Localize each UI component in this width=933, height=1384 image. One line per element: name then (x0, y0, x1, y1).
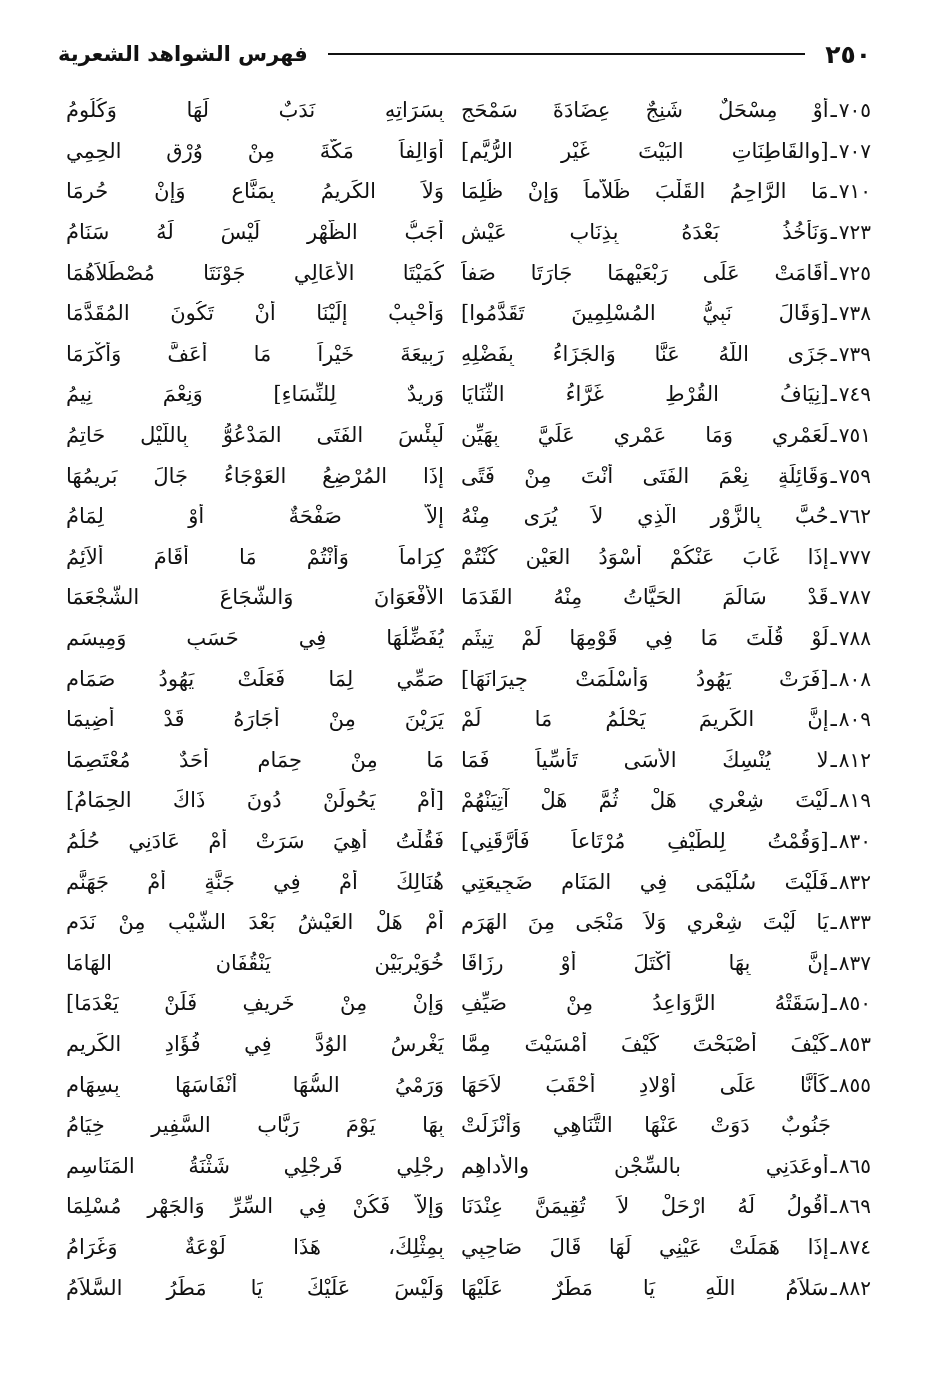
page-number: ٢٥٠ (825, 39, 871, 69)
verse-first-half: إنَّ بِهَا أكْتَلَ أوْ رِزَاقَا (461, 950, 829, 975)
verse-second-half (66, 334, 444, 375)
verse-entry: ٧٠٧ ـ [والقَاطِنَاتِ البَيْتَ غَيْرِ الرُّيَّمِ] (461, 138, 871, 163)
verse-first-half: سَلاَمُ اللَّهِ يَا مَطَرٌ عَلَيْهَا (461, 1275, 829, 1300)
verse-first-half: أقَامَتْ عَلَى رَبْعَيْهِمَا جَارَتَا صَفاً (461, 260, 829, 285)
verse-second-half-text: رَبِيعَةَ خَيْراً مَا أعَفَّ وَأكْرَمَا (66, 341, 444, 366)
page-title: فهرس الشواهد الشعرية (58, 42, 308, 66)
verse-first-half: إذَا غَابَ عَنْكُمْ أسْوَدُ العَيْنِ كُنْتُمْ (461, 544, 829, 569)
verse-entry: ٧٤٩ ـ [نِيَافُ القُرْطِ غَرَّاءُ الثَّنَايَا (461, 382, 871, 407)
verse-second-half-text: وَإلاَّ فَكُنْ فِي السِّرِّ وَالجَهْرِ مُسْلِمَا (66, 1194, 444, 1219)
verse-second-half-text: [أمْ يَحُولَنْ دُونَ ذَاكَ الحِمَامُ] (66, 788, 444, 813)
verse-first-half: [وَقَالَ نَبِيُّ المُسْلِمِينَ تَقَدَّمُوا] (461, 301, 829, 326)
verse-entry: ٧٨٨ ـ لَوْ قُلْتَ مَا فِي قَوْمِهَا لَمْ تِيثَمِ (461, 626, 871, 651)
verse-first-half: جَنُوبٌ دَوَتْ عَنْهَا التَّنَاهِي وَأنْزَلَتْ (461, 1113, 831, 1138)
verse-second-half-text: وَإنْ مِنْ خَرِيفٍ فَلَنْ يَعْدَمَا] (66, 991, 444, 1016)
verse-second-half (66, 1227, 444, 1268)
verse-second-half-text: فَقُلْتُ أهِيَ سَرَتْ أمْ عَادَنِي حُلُمُ (66, 828, 444, 853)
verse-number: ٨٨٢ (838, 1275, 871, 1300)
verse-second-half-text: رِجْلِي فَرِجْلِي شَثْنَةُ المَنَاسِمِ (66, 1153, 444, 1178)
page-header (58, 34, 871, 74)
verse-second-half (66, 374, 444, 415)
verse-number: ٧٠٧ (838, 138, 871, 163)
verse-second-half (66, 455, 444, 496)
verse-second-half (66, 902, 444, 943)
verse-first-half: لَعَمْرِي وَمَا عَمْرِي عَلَيَّ بِهَيِّنٍ (461, 423, 829, 448)
verse-second-half (66, 90, 444, 131)
verse-second-half-text: إذَا المُرْضِعُ العَوْجَاءُ جَالَ بَرِيمُهَا (66, 463, 444, 488)
verse-second-half (66, 1145, 444, 1186)
verse-number: ٧٥٩ (838, 463, 871, 488)
verse-number: ٨٦٥ (838, 1153, 871, 1178)
verse-second-half (66, 983, 444, 1024)
verse-entry: ٨٦٥ ـ أوعَدَنِي بالسِّجْنِ والأداهِمِ (461, 1153, 871, 1178)
verse-first-half: يَا لَيْتَ شِعْرِي وَلاَ مَنْجَى مِنَ الهَرَمِ (461, 910, 829, 935)
verse-number: ٧١٠ (838, 179, 871, 204)
verse-second-half-text: وَلاَ الكَرِيمُ بِمَنَّاعٍ وَإنْ حُرِمَا (66, 179, 444, 204)
verse-first-half: مَا الرَّاحِمُ القَلْبَ ظَلاَّماً وَإنْ ظُلِمَا (461, 179, 829, 204)
left-column (66, 90, 444, 1308)
verse-second-half-text: خُوَيْرِبَيْنِ يَنْقُفَانِ الهَامَا (66, 950, 444, 975)
verse-number: ٧٨٨ (838, 626, 871, 651)
verse-second-half-text: يَغْرِسُ الوُدَّ فِي فُؤَادِ الكَرِيمِ (66, 1031, 444, 1056)
verse-first-half: لا يُنْسِكَ الأسَى تَأَسِّياً فَمَا (461, 747, 829, 772)
verse-second-half-text: بِمِثْلِكَ، هَذَا لَوْعَةٌ وَغَرَامُ (66, 1234, 444, 1259)
verse-second-half (66, 618, 444, 659)
verse-first-half: حُبَّ بِالزَّوْرِ الَّذِي لاَ يُرَى مِنْهُ (461, 504, 829, 529)
verse-second-half-text: وَرِيدٌ لِلنِّسَاءِ] وَنِعْمَ نِيمُ (66, 382, 444, 407)
verse-number: ٨٧٤ (838, 1234, 871, 1259)
verse-second-half (66, 821, 444, 862)
verse-first-half: قَدْ سَالَمَ الحَيَّاتُ مِنْهُ القَدَمَا (461, 585, 829, 610)
verse-second-half (66, 415, 444, 456)
header-rule (328, 53, 805, 55)
verse-second-half (66, 131, 444, 172)
verse-number: ٧٧٧ (838, 544, 871, 569)
verse-second-half (66, 1186, 444, 1227)
verse-second-half-text: هُنَالِكَ أمْ فِي جَنَّةٍ أمْ جَهَنَّمِ (66, 869, 444, 894)
verse-second-half-text: صَمِّي لِمَا فَعَلَتْ يَهُودُ صَمَامِ (66, 666, 444, 691)
verse-number: ٧٦٢ (838, 504, 871, 529)
verse-entry: ٧٠٥ ـ أوْ مِسْحَلٌ شَنِجٌ عِضَادَةَ سَمْحَجِ (461, 98, 871, 123)
verse-first-half: أوْ مِسْحَلٌ شَنِجٌ عِضَادَةَ سَمْحَجِ (461, 98, 829, 123)
verse-number: ٨١٩ (838, 788, 871, 813)
verse-entry: ٧٣٩ ـ جَزَى اللَّهُ عَنَّا وَالجَزَاءُ بِفَضْلِهِ (461, 341, 871, 366)
verse-number: ٧٢٥ (838, 260, 871, 285)
verse-second-half-text: كُمَيْتَا الأعَالِي جَوْنَتَا مُصْطَلاَهُمَا (66, 260, 444, 285)
verse-second-half-text: بِهَا يَوْمَ رَبَّابِ السَّفِيرِ خِيَامُ (66, 1113, 444, 1138)
verse-entry: ٧٥١ ـ لَعَمْرِي وَمَا عَمْرِي عَلَيَّ بِهَيِّنٍ (461, 423, 871, 448)
verse-second-half (66, 1267, 444, 1308)
verse-second-half (66, 252, 444, 293)
verse-number: ٨٣٧ (838, 950, 871, 975)
verse-second-half (66, 496, 444, 537)
verse-second-half-text: أوَالِفاً مَكَّةَ مِنْ وُرْقِ الحِمِي (66, 138, 444, 163)
verse-first-half: فَلَيْتَ سُلَيْمَى فِي المَنَامِ ضَجِيعَتِي (461, 869, 829, 894)
verse-second-half-text: الأفْعَوَانَ وَالشُّجَاعَ الشَّجْعَمَا (66, 585, 444, 610)
verse-first-half: [وَقُمْتُ لِلطَّيْفِ مُرْتَاعاً فَأَرَّقَنِي] (461, 828, 829, 853)
verse-first-half: جَزَى اللَّهُ عَنَّا وَالجَزَاءُ بِفَضْلِهِ (461, 341, 829, 366)
verse-second-half (66, 658, 444, 699)
verse-number: ٧٠٥ (838, 98, 871, 123)
verse-entry: ٨٨٢ ـ سَلاَمُ اللَّهِ يَا مَطَرٌ عَلَيْهَا (461, 1275, 871, 1300)
verse-second-half (66, 942, 444, 983)
verse-first-half: أوعَدَنِي بالسِّجْنِ والأداهِمِ (461, 1153, 829, 1178)
verse-second-half-text: وَرَمْيُ السُّهَا أنْفَاسَهَا بِسِهَامِ (66, 1072, 444, 1097)
verse-number: ٨١٢ (838, 747, 871, 772)
verse-entry: ٧٦٢ ـ حُبَّ بِالزَّوْرِ الَّذِي لاَ يُرَى مِنْهُ (461, 504, 871, 529)
verse-first-half: [فَرَتْ يَهُودُ وَأسْلَمَتْ جِيرَانَهَا] (461, 666, 829, 691)
verse-entry: ٧٣٨ ـ [وَقَالَ نَبِيُّ المُسْلِمِينَ تَقَدَّمُوا] (461, 301, 871, 326)
verse-second-half-text: بِسَرَاتِهِ نَدَبٌ لَهَا وَكُلُومُ (66, 98, 444, 123)
verse-entry: ٧٢٣ ـ وَنَأْخُذُ بَعْدَهُ بِذِنَابِ عَيْشٍ (461, 220, 871, 245)
verse-second-half (66, 171, 444, 212)
verse-entry: ٧٨٧ ـ قَدْ سَالَمَ الحَيَّاتُ مِنْهُ القَدَمَا (461, 585, 871, 610)
verse-number: ٨٠٩ (838, 707, 871, 732)
verse-number: ٧٣٨ (838, 301, 871, 326)
verse-second-half (66, 780, 444, 821)
verse-second-half-text: مَا مِنْ حِمَامٍ أحَدٌ مُعْتَصِمَا (66, 747, 444, 772)
verse-number: ٨٦٩ (838, 1194, 871, 1219)
verse-entry: ٨٠٩ ـ إنَّ الكَرِيمَ يَحْلُمُ مَا لَمْ (461, 707, 871, 732)
verse-second-half (66, 1064, 444, 1105)
verse-second-half (66, 1105, 444, 1146)
verse-second-half (66, 1024, 444, 1065)
verse-number: ٧٢٣ (838, 220, 871, 245)
right-column (461, 90, 871, 1308)
verse-second-half (66, 861, 444, 902)
verse-second-half-text: وَأحْبِبْ إلَيْنَا أنْ تَكُونَ المُقَدَّمَا (66, 301, 444, 326)
verse-first-half: لَوْ قُلْتَ مَا فِي قَوْمِهَا لَمْ تِيثَمِ (461, 626, 829, 651)
verse-number: ٨٣٣ (838, 910, 871, 935)
verse-second-half-text: أجَبُّ الظَّهْرِ لَيْسَ لَهُ سَنَامُ (66, 220, 444, 245)
verse-number: ٧٤٩ (838, 382, 871, 407)
verse-number: ٨٥٣ (838, 1031, 871, 1056)
verse-entry: ٨١٩ ـ لَيْتَ شِعْرِي هَلْ ثُمَّ هَلْ آتِيَنْهُمْ (461, 788, 871, 813)
verse-entry: ٨٣٧ ـ إنَّ بِهَا أكْتَلَ أوْ رِزَاقَا (461, 950, 871, 975)
verse-second-half-text: كِرَاماً وَأنْتُمْ مَا أقَامَ ألاَئِمُ (66, 544, 444, 569)
verse-entry: ٨١٢ ـ لا يُنْسِكَ الأسَى تَأَسِّياً فَمَا (461, 747, 871, 772)
verse-first-half: كَأنَّا عَلَى أوْلادِ أحْقَبَ لاَحَهَا (461, 1072, 829, 1097)
verse-second-half (66, 699, 444, 740)
verse-second-half-text: وَلَيْسَ عَلَيْكَ يَا مَطَرُ السَّلاَمُ (66, 1275, 444, 1300)
verse-second-half-text: لَبِئْسَ الفَتَى المَدْعُوُّ بِاللَّيْلِ حَاتِمُ (66, 423, 444, 448)
verse-entry: ٨٥٣ ـ كَيْفَ أصْبَحْتَ كَيْفَ أمْسَيْتَ مِمَّا (461, 1031, 871, 1056)
verse-first-half: إذَا هَمَلَتْ عَيْنِي لَهَا قَالَ صَاحِبِي (461, 1234, 829, 1259)
verse-number: ٨٥٠ (838, 991, 871, 1016)
verse-second-half-text: يَرَيْنَ مِنْ أجَارَهُ قَدْ أُضِيمَا (66, 707, 444, 732)
verse-entry: ٨٣٠ ـ [وَقُمْتُ لِلطَّيْفِ مُرْتَاعاً فَأَرَّقَنِي] (461, 828, 871, 853)
verse-first-half: إنَّ الكَرِيمَ يَحْلُمُ مَا لَمْ (461, 707, 829, 732)
verse-second-half (66, 293, 444, 334)
verse-entry-continuation (461, 1105, 871, 1146)
verse-entry: ٨٠٨ ـ [فَرَتْ يَهُودُ وَأسْلَمَتْ جِيرَانَهَا] (461, 666, 871, 691)
verse-first-half: [نِيَافُ القُرْطِ غَرَّاءُ الثَّنَايَا (461, 382, 829, 407)
verse-number: ٧٨٧ (838, 585, 871, 610)
verse-entry: ٧٧٧ ـ إذَا غَابَ عَنْكُمْ أسْوَدُ العَيْنِ كُنْتُمْ (461, 544, 871, 569)
verse-first-half: أقُولُ لَهُ ارْحَلْ لاَ تُقِيمَنَّ عِنْدَنَا (461, 1194, 829, 1219)
verse-second-half-text: إلاَّ صَفْحَةٌ أوْ لِمَامُ (66, 504, 444, 529)
verse-number: ٧٥١ (838, 423, 871, 448)
verse-second-half-text: أمْ هَلْ العَيْشُ بَعْدَ الشَّيْبِ مِنْ نَدَمِ (66, 910, 444, 935)
verse-number: ٨٠٨ (838, 666, 871, 691)
verse-number: ٨٣٢ (838, 869, 871, 894)
verse-entry: ٧٥٩ ـ وَقَائِلَةٍ نِعْمَ الفَتَى أنْتَ مِنْ فَتًى (461, 463, 871, 488)
verse-entry: ٨٣٢ ـ فَلَيْتَ سُلَيْمَى فِي المَنَامِ ضَجِيعَتِي (461, 869, 871, 894)
verse-number: ٧٣٩ (838, 341, 871, 366)
verse-first-half: وَنَأْخُذُ بَعْدَهُ بِذِنَابِ عَيْشٍ (461, 220, 829, 245)
verse-entry: ٨٥٠ ـ [سَقَتْهُ الرَّوَاعِدُ مِنْ صَيِّفِ (461, 991, 871, 1016)
verse-entry: ٨٦٩ ـ أقُولُ لَهُ ارْحَلْ لاَ تُقِيمَنَّ عِنْدَنَا (461, 1194, 871, 1219)
verse-first-half: [والقَاطِنَاتِ البَيْتَ غَيْرِ الرُّيَّمِ] (461, 138, 829, 163)
verse-entry: ٨٥٥ ـ كَأنَّا عَلَى أوْلادِ أحْقَبَ لاَحَهَا (461, 1072, 871, 1097)
verse-entry: ٧١٠ ـ مَا الرَّاحِمُ القَلْبَ ظَلاَّماً وَإنْ ظُلِمَا (461, 179, 871, 204)
verse-first-half: وَقَائِلَةٍ نِعْمَ الفَتَى أنْتَ مِنْ فَتًى (461, 463, 829, 488)
verse-number: ٨٣٠ (838, 828, 871, 853)
verse-first-half: كَيْفَ أصْبَحْتَ كَيْفَ أمْسَيْتَ مِمَّا (461, 1031, 829, 1056)
verse-entry: ٨٣٣ ـ يَا لَيْتَ شِعْرِي وَلاَ مَنْجَى مِنَ الهَرَمِ (461, 910, 871, 935)
verse-first-half: لَيْتَ شِعْرِي هَلْ ثُمَّ هَلْ آتِيَنْهُمْ (461, 788, 829, 813)
verse-entry: ٧٢٥ ـ أقَامَتْ عَلَى رَبْعَيْهِمَا جَارَتَا صَفاً (461, 260, 871, 285)
verse-second-half (66, 212, 444, 253)
verse-entry: ٨٧٤ ـ إذَا هَمَلَتْ عَيْنِي لَهَا قَالَ صَاحِبِي (461, 1234, 871, 1259)
verse-second-half (66, 537, 444, 578)
verse-second-half-text: يُفَضِّلُهَا فِي حَسَبٍ وَمِيسَمِ (66, 626, 444, 651)
verse-first-half: [سَقَتْهُ الرَّوَاعِدُ مِنْ صَيِّفِ (461, 991, 829, 1016)
verse-second-half (66, 740, 444, 781)
verse-second-half (66, 577, 444, 618)
verse-number: ٨٥٥ (838, 1072, 871, 1097)
